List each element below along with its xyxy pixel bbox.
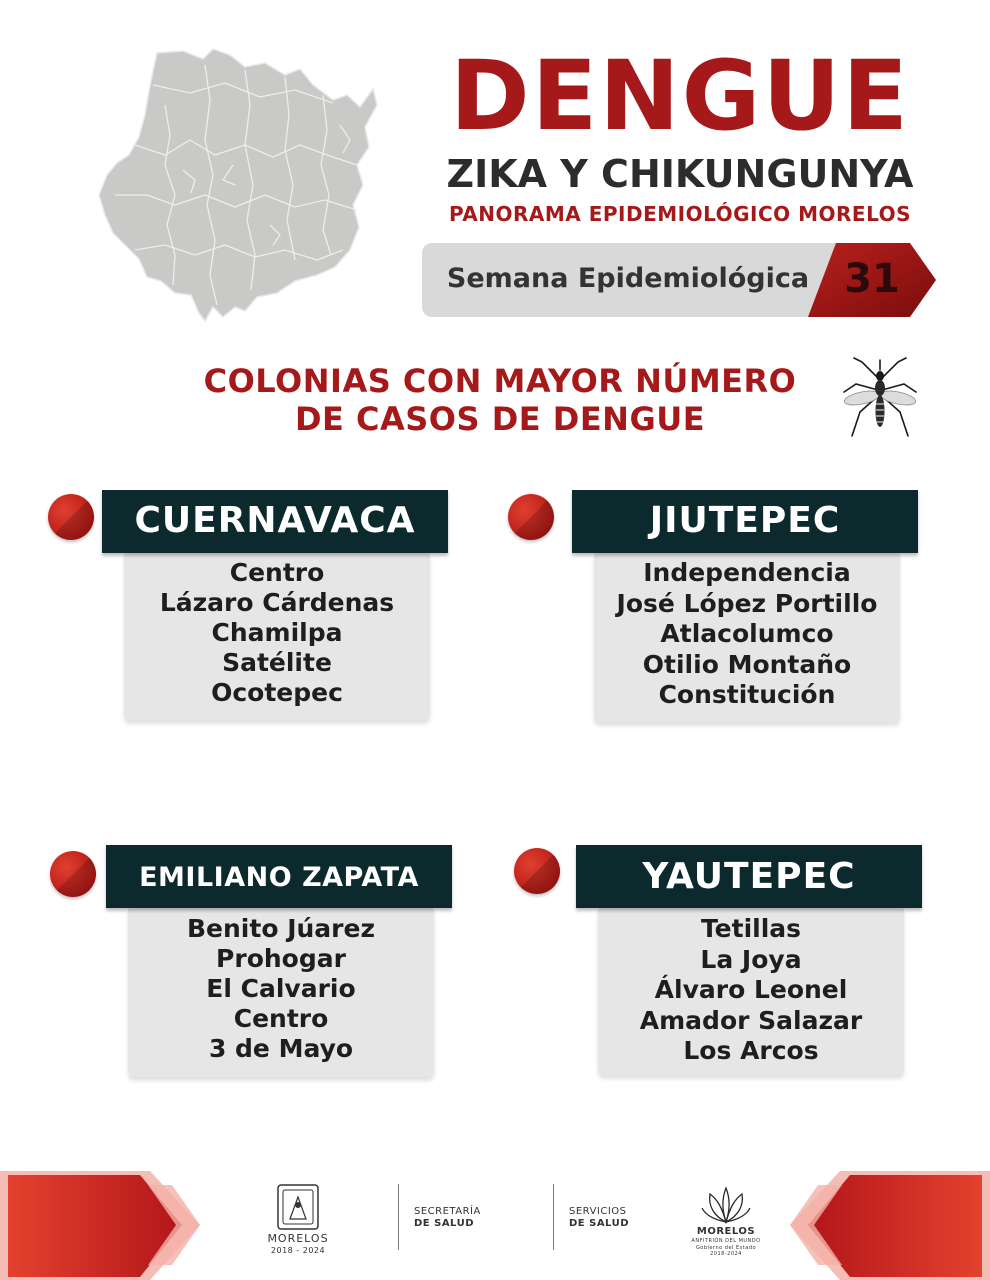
red-dot-shade [50, 851, 96, 897]
footer-gov-logo-sub: ANFITRIÓN DEL MUNDO [691, 1238, 761, 1244]
subtitle: ZIKA Y CHIKUNGUNYA [446, 152, 914, 196]
morelos-flower-logo-icon [700, 1186, 752, 1226]
list-item: Independencia [643, 558, 851, 587]
list-item: Ocotepec [211, 678, 343, 707]
list-item: Prohogar [216, 944, 346, 973]
list-item: Centro [233, 1004, 329, 1033]
morelos-map-icon [95, 45, 380, 330]
footer-right-ribbon [785, 1165, 990, 1280]
list-item: La Joya [700, 944, 802, 974]
section-heading-line1: COLONIAS CON MAYOR NÚMERO [203, 362, 797, 400]
list-item: Satélite [222, 648, 332, 677]
card-emiliano-zapata-title: EMILIANO ZAPATA [139, 862, 419, 893]
list-item: Benito Júarez [186, 914, 375, 943]
list-item: Tetillas [700, 914, 802, 943]
section-heading-line2: DE CASOS DE DENGUE [294, 400, 706, 438]
week-label: Semana Epidemiológica [446, 263, 810, 294]
list-item: Constitución [658, 680, 836, 709]
red-dot-shade [514, 848, 560, 894]
card-cuernavaca-title: CUERNAVACA [134, 500, 416, 541]
week-number: 31 [844, 256, 900, 302]
footer-left-ribbon [0, 1165, 205, 1280]
panorama-subtitle: PANORAMA EPIDEMIOLÓGICO MORELOS [448, 202, 912, 226]
footer-servicios-line2: DE SALUD [569, 1218, 629, 1229]
list-item: Otilio Montaño [642, 649, 852, 679]
red-dot-shade [48, 494, 94, 540]
footer-morelos-years: 2018 - 2024 [270, 1246, 326, 1255]
red-dot-shade [508, 494, 554, 540]
list-item: Lázaro Cárdenas [159, 588, 395, 617]
card-emiliano-zapata-list [128, 914, 434, 1064]
coat-of-arms-icon [276, 1183, 320, 1231]
footer-morelos-label: MORELOS [267, 1232, 329, 1245]
list-item: 3 de Mayo [208, 1034, 354, 1063]
list-item: El Calvario [206, 974, 356, 1003]
footer-divider [553, 1184, 554, 1250]
list-item: Álvaro Leonel [654, 975, 848, 1004]
main-title: DENGUE [450, 40, 910, 152]
footer-secretaria-line2: DE SALUD [414, 1218, 474, 1229]
card-cuernavaca-list [124, 558, 430, 708]
list-item: Los Arcos [683, 1036, 819, 1065]
list-item: José López Portillo [616, 588, 878, 618]
list-item: Chamilpa [211, 618, 343, 647]
list-item: Amador Salazar [639, 1005, 863, 1035]
card-jiutepec-list [594, 558, 900, 711]
card-yautepec-list [598, 914, 904, 1067]
footer-divider [398, 1184, 399, 1250]
footer-gov-logo-text: MORELOS [696, 1226, 756, 1237]
list-item: Atlacolumco [660, 619, 834, 648]
list-item: Centro [229, 558, 325, 587]
footer-gov-logo-sub2: Gobierno del Estado 2018-2024 [695, 1245, 757, 1257]
mosquito-icon [842, 356, 918, 446]
footer-servicios-line1: SERVICIOS [569, 1206, 627, 1217]
footer-secretaria-line1: SECRETARÍA [414, 1206, 481, 1217]
card-jiutepec-title: JIUTEPEC [649, 500, 841, 541]
card-yautepec-title: YAUTEPEC [642, 856, 856, 897]
